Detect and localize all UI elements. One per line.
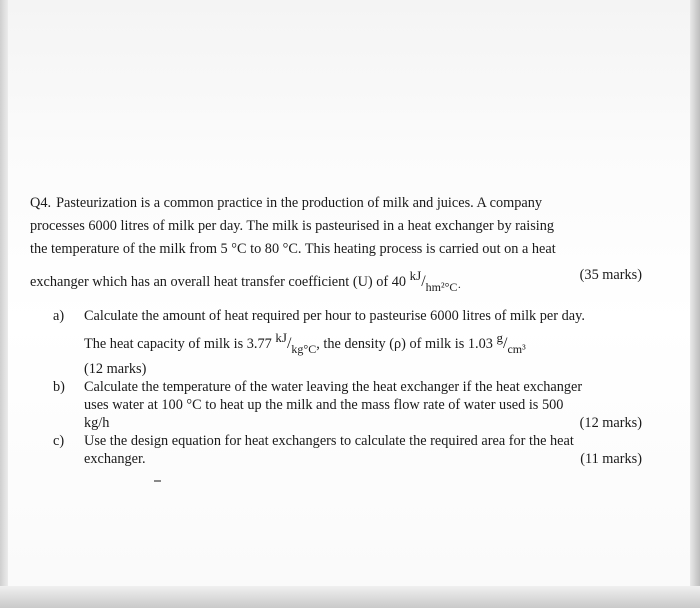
- u-unit: $kJ/_{hm^2^\circ C\cdot}$: [409, 268, 462, 294]
- rho-unit: $g/_{cm^3}$: [496, 330, 526, 356]
- question-block: [30, 192, 642, 468]
- question-line-1: [30, 192, 642, 215]
- photo-edge-right: [690, 0, 700, 608]
- part-c-marks: (11 marks): [580, 451, 642, 467]
- part-b-line-1: Calculate the temperature of the water leaving the heat exchanger if the heat exchanger: [84, 379, 583, 395]
- question-line-4: [30, 264, 642, 299]
- cp-unit: $kJ/_{kg^\circ C}$: [275, 330, 317, 356]
- part-c-label: c): [53, 433, 65, 449]
- question-text-1: Pasteurization is a common practice in the production of milk and juices. A company: [56, 195, 543, 211]
- part-c-line-2: exchanger. (11 marks): [84, 451, 642, 467]
- question-number: Q4.: [30, 195, 52, 211]
- part-a-line-1: Calculate the amount of heat required per hour to pasteurise 6000 litres of milk per day.: [84, 308, 585, 324]
- question-line-2: processes 6000 litres of milk per day. The milk is pasteurised in a heat exchanger by raising: [30, 218, 555, 234]
- part-b-line-2: uses water at 100 °C to heat up the milk and the mass flow rate of water used is 500: [84, 397, 564, 413]
- question-text-4: exchanger which has an overall heat transfer coefficient (U) of 40: [30, 274, 407, 290]
- part-b: [53, 378, 642, 432]
- part-b-line-3: kg/h (12 marks): [84, 415, 642, 431]
- question-line-3: the temperature of the milk from 5 °C to 80 °C. This heating process is carried out on a heat: [30, 241, 556, 257]
- part-a-label: a): [53, 308, 65, 324]
- part-a-marks: (12 marks): [84, 361, 147, 377]
- part-b-marks: (12 marks): [579, 415, 642, 431]
- part-c-line-1: Use the design equation for heat exchangers to calculate the required area for the heat: [84, 433, 574, 449]
- question-marks: (35 marks): [579, 267, 642, 283]
- part-b-label: b): [53, 379, 65, 395]
- part-a: [53, 305, 642, 378]
- part-a-line-2: The heat capacity of milk is 3.77 $kJ/_{kg^\circ C}$, the density (ρ) of milk is 1.03 $g/_{cm^3}$: [84, 327, 642, 360]
- photo-edge-left: [0, 0, 8, 608]
- question-parts: [30, 305, 642, 468]
- part-c: [53, 432, 642, 468]
- pen-mark: [154, 480, 161, 482]
- photo-edge-bottom: [0, 586, 700, 608]
